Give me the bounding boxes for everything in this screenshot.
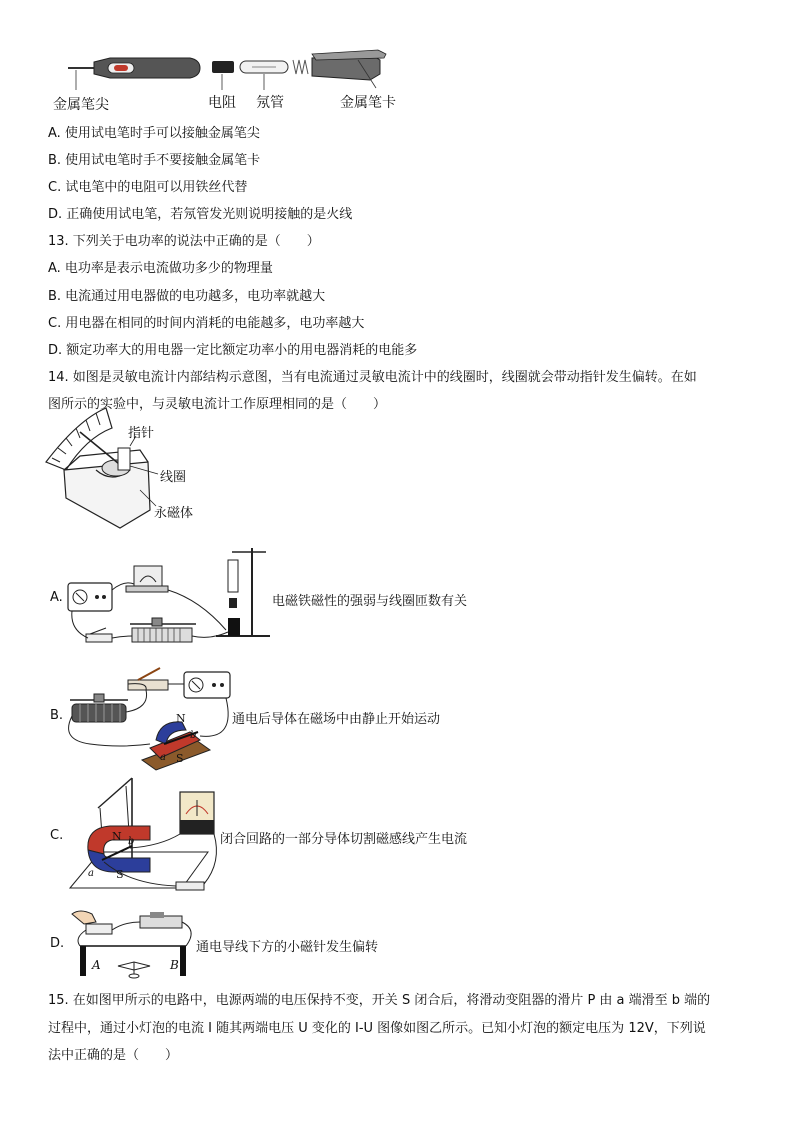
q14-option-d-text: 通电导线下方的小磁针发生偏转 — [196, 940, 379, 955]
q14-option-b-label: B. — [50, 708, 64, 723]
conductor-b-label-c: b — [128, 836, 135, 847]
label-pointer: 指针 — [128, 426, 155, 441]
support-b-label: B — [170, 958, 179, 972]
magnet-south-label-c: S — [116, 868, 124, 881]
q15-line1: 15. 在如图甲所示的电路中，电源两端的电压保持不变，开关 S 闭合后，将滑动变阻器的滑片 P 由 a 端滑至 b 端的 — [48, 993, 711, 1008]
q13-option-a: A. 电功率是表示电流做功多少的物理量 — [48, 261, 273, 276]
q13-option-d: D. 额定功率大的用电器一定比额定功率小的用电器消耗的电能多 — [48, 343, 418, 358]
label-metal-tip: 金属笔尖 — [53, 97, 109, 113]
q12-option-b: B. 使用试电笔时手不要接触金属笔卡 — [48, 153, 261, 168]
q14-option-d-label: D. — [50, 936, 65, 951]
q13-option-b: B. 电流通过用电器做的电功越多，电功率就越大 — [48, 289, 326, 304]
q14-stem-line1: 14. 如图是灵敏电流计内部结构示意图，当有电流通过灵敏电流计中的线圈时，线圈就会带动指针发生偏转。在如 — [48, 370, 697, 385]
q15-line2: 过程中，通过小灯泡的电流 I 随其两端电压 U 变化的 I-U 图像如图乙所示。已知小灯泡的额定电压为 12V，下列说 — [48, 1021, 706, 1036]
q12-option-a: A. 使用试电笔时手可以接触金属笔尖 — [48, 126, 260, 141]
q12-option-c: C. 试电笔中的电阻可以用铁丝代替 — [48, 180, 248, 195]
q14-option-a-label: A. — [50, 590, 63, 605]
conductor-a-label-c: a — [88, 868, 94, 879]
magnet-north-label-c: N — [112, 830, 122, 843]
q13-stem: 13. 下列关于电功率的说法中正确的是（ ） — [48, 234, 320, 249]
magnet-north-label-b: N — [176, 712, 186, 725]
q14-option-c-label: C. — [50, 828, 64, 843]
label-permanent-magnet: 永磁体 — [154, 506, 194, 521]
conductor-b-label-b: b — [190, 730, 197, 741]
label-metal-clip: 金属笔卡 — [340, 95, 396, 111]
label-coil: 线圈 — [160, 470, 187, 485]
q15-line3: 法中正确的是（ ） — [48, 1048, 179, 1063]
q14-option-b-text: 通电后导体在磁场中由静止开始运动 — [232, 712, 441, 727]
label-neon-tube: 氖管 — [256, 95, 284, 111]
label-resistor: 电阻 — [208, 95, 236, 111]
support-a-label: A — [92, 958, 101, 972]
q14-stem-line2: 图所示的实验中，与灵敏电流计工作原理相同的是（ ） — [48, 397, 387, 412]
q13-option-c: C. 用电器在相同的时间内消耗的电能越多，电功率越大 — [48, 316, 365, 331]
magnet-south-label-b: S — [176, 752, 184, 765]
conductor-a-label-b: a — [160, 752, 166, 763]
q14-option-a-text: 电磁铁磁性的强弱与线圈匝数有关 — [272, 594, 468, 609]
q12-option-d: D. 正确使用试电笔，若氖管发光则说明接触的是火线 — [48, 207, 353, 222]
q14-option-c-text: 闭合回路的一部分导体切割磁感线产生电流 — [220, 832, 468, 847]
